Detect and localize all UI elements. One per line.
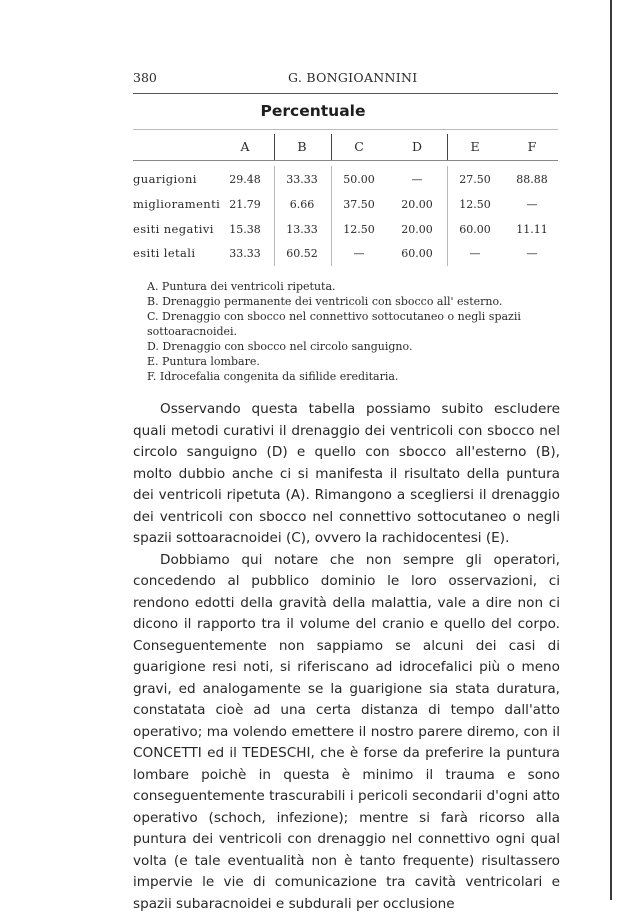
legend-item-e: E. Puntura lombare. (147, 354, 562, 369)
table-header-rule (133, 160, 558, 161)
table-title: Percentuale (0, 102, 626, 120)
table-cell: 60.00 (447, 223, 503, 236)
table-cell: 33.33 (217, 247, 273, 260)
row-label-guarigioni: guarigioni (133, 172, 223, 186)
table-cell: 29.48 (217, 173, 273, 186)
table-cell: 20.00 (389, 198, 445, 211)
table-cell: 13.33 (274, 223, 330, 236)
table-cell: 27.50 (447, 173, 503, 186)
page-edge-line (610, 0, 612, 900)
page-number: 380 (133, 70, 157, 85)
table-cell: 60.00 (389, 247, 445, 260)
legend-item-d: D. Drenaggio con sbocco nel circolo sanguigno. (147, 339, 562, 354)
page-header (133, 70, 558, 92)
table-legend (147, 279, 562, 384)
table-cell: 33.33 (274, 173, 330, 186)
row-label-miglioramenti: miglioramenti (133, 197, 223, 211)
row-label-esiti-negativi: esiti negativi (133, 222, 223, 236)
column-header-b: B (274, 139, 330, 154)
table-cell: 12.50 (447, 198, 503, 211)
table-cell: 12.50 (331, 223, 387, 236)
column-header-c: C (331, 139, 387, 154)
row-label-esiti-letali: esiti letali (133, 246, 223, 260)
table-cell: 6.66 (274, 198, 330, 211)
table-top-rule (133, 129, 558, 130)
column-header-a: A (217, 139, 273, 154)
legend-item-b: B. Drenaggio permanente dei ventricoli con sbocco all' esterno. (147, 294, 562, 309)
table-cell: 21.79 (217, 198, 273, 211)
paragraph: Osservando questa tabella possiamo subito escludere quali metodi curativi il drenaggio dei ventricoli con sbocco nel circolo sanguigno (D) e quello con sbocco all'esterno (B), molto dubbio anche ci si manifesta il risultato della puntura dei ventricoli ripetuta (A). Rimangono a scegliersi il drenaggio dei ventricoli con sbocco nel connettivo sottocutaneo o negli spazii sottoaracnoidei (C), ovvero la rachidocentesi (E). (133, 399, 560, 550)
body-text (133, 399, 560, 915)
table-cell: 88.88 (504, 173, 560, 186)
column-header-e: E (447, 139, 503, 154)
table-cell: — (389, 173, 445, 186)
table-cell: — (331, 247, 387, 260)
column-header-d: D (389, 139, 445, 154)
legend-item-c: C. Drenaggio con sbocco nel connettivo sottocutaneo o negli spazii sottoaracnoidei. (147, 309, 562, 339)
column-header-f: F (504, 139, 560, 154)
table-cell: — (504, 198, 560, 211)
table-cell: 20.00 (389, 223, 445, 236)
table-cell: 50.00 (331, 173, 387, 186)
table-cell: 11.11 (504, 223, 560, 236)
legend-item-f: F. Idrocefalia congenita da sifilide ereditaria. (147, 369, 562, 384)
legend-item-a: A. Puntura dei ventricoli ripetuta. (147, 279, 562, 294)
header-rule (133, 93, 558, 94)
running-head: G. BONGIOANNINI (288, 70, 417, 85)
paragraph: Dobbiamo qui notare che non sempre gli operatori, concedendo al pubblico dominio le loro osservazioni, ci rendono edotti della gravità della malattia, vale a dire non ci dicono il rapporto tra il volume del cranio e quello del corpo. Conseguentemente non sappiamo se alcuni dei casi di guarigione resi noti, si riferiscano ad idrocefalici più o meno gravi, ed analogamente se la guarigione sia stata duratura, constatata cioè ad una certa distanza di tempo dall'atto operativo; ma volendo emettere il nostro parere diremo, con il CONCETTI ed il TEDESCHI, che è forse da preferire la puntura lombare poichè in questa è minimo il trauma e sono conseguentemente trascurabili i pericoli secondarii d'ogni atto operativo (schoch, infezione); mentre si farà ricorso alla puntura dei ventricoli con drenaggio nel connettivo ogni qual volta (e tale eventualità non è tanto frequente) risultassero impervie le vie di comunicazione tra cavità ventricolari e spazii subaracnoidei e subdurali per occlusione (133, 550, 560, 915)
table-cell: — (447, 247, 503, 260)
table-cell: 37.50 (331, 198, 387, 211)
table-cell: — (504, 247, 560, 260)
table-cell: 60.52 (274, 247, 330, 260)
table-cell: 15.38 (217, 223, 273, 236)
